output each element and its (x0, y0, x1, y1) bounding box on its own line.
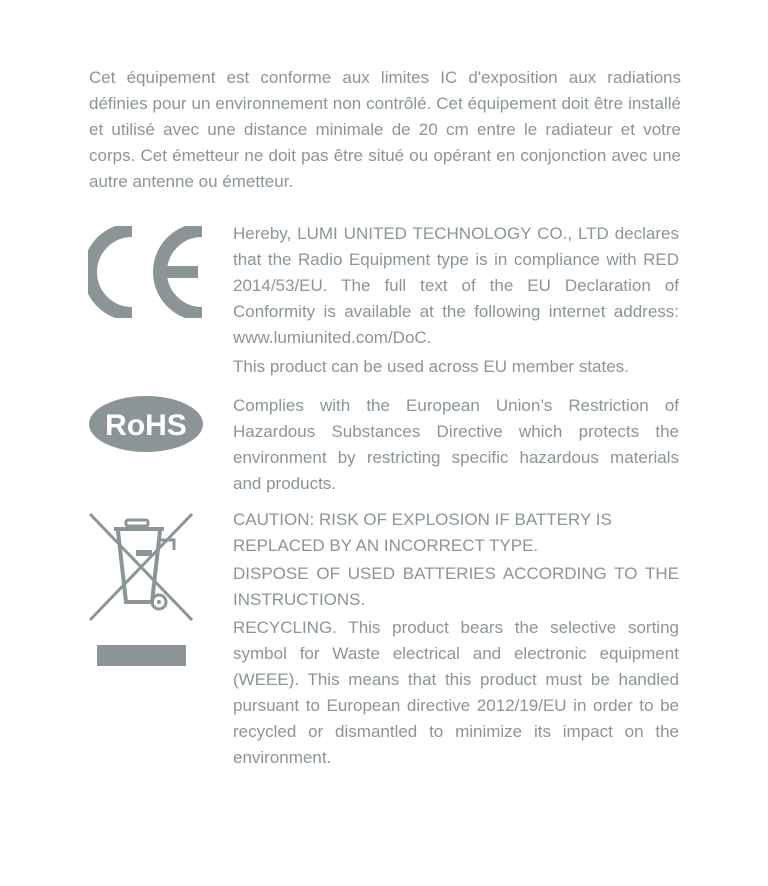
rohs-logo-text: RoHS (105, 409, 187, 442)
battery-caution-text: CAUTION: RISK OF EXPLOSION IF BATTERY IS REPLACED BY AN INCORRECT TYPE. (233, 510, 612, 555)
eu-member-states-note: This product can be used across EU member states. (233, 357, 629, 376)
battery-dispose-text: DISPOSE OF USED BATTERIES ACCORDING TO THE INSTRUCTIONS. (233, 564, 679, 609)
weee-bar-icon (97, 645, 186, 666)
rohs-paragraph: Complies with the European Union’s Restriction of Hazardous Substances Directive which protects the environment by restricting specific hazardous materials and products. (233, 396, 679, 493)
ce-mark-icon (88, 226, 208, 318)
weee-recycling-paragraph: RECYCLING. This product bears the selective sorting symbol for Waste electrical and electronic equipment (WEEE). This means that this product must be handled pursuant to European directive 2012/19/EU in order to be recycled or dismantled to minimize its impact on the environment. (233, 618, 679, 767)
crossed-out-bin-icon (88, 510, 198, 626)
rohs-badge-icon (88, 395, 204, 453)
ic-exposure-paragraph: Cet équipement est conforme aux limites IC d'exposition aux radiations définies pour un environnement non contrôlé. Cet équipement doit être installé et utilisé avec une distance minimale de 20 cm entre le radiateur et votre corps. Cet émetteur ne doit pas être situé ou opérant en conjonction avec une autre antenne ou émetteur. (89, 68, 681, 191)
red-declaration-paragraph: Hereby, LUMI UNITED TECHNOLOGY CO., LTD declares that the Radio Equipment type is in compliance with RED 2014/53/EU. The full text of the EU Declaration of Conformity is available at the following internet address: www.lumiunited.com/DoC. (233, 224, 679, 347)
